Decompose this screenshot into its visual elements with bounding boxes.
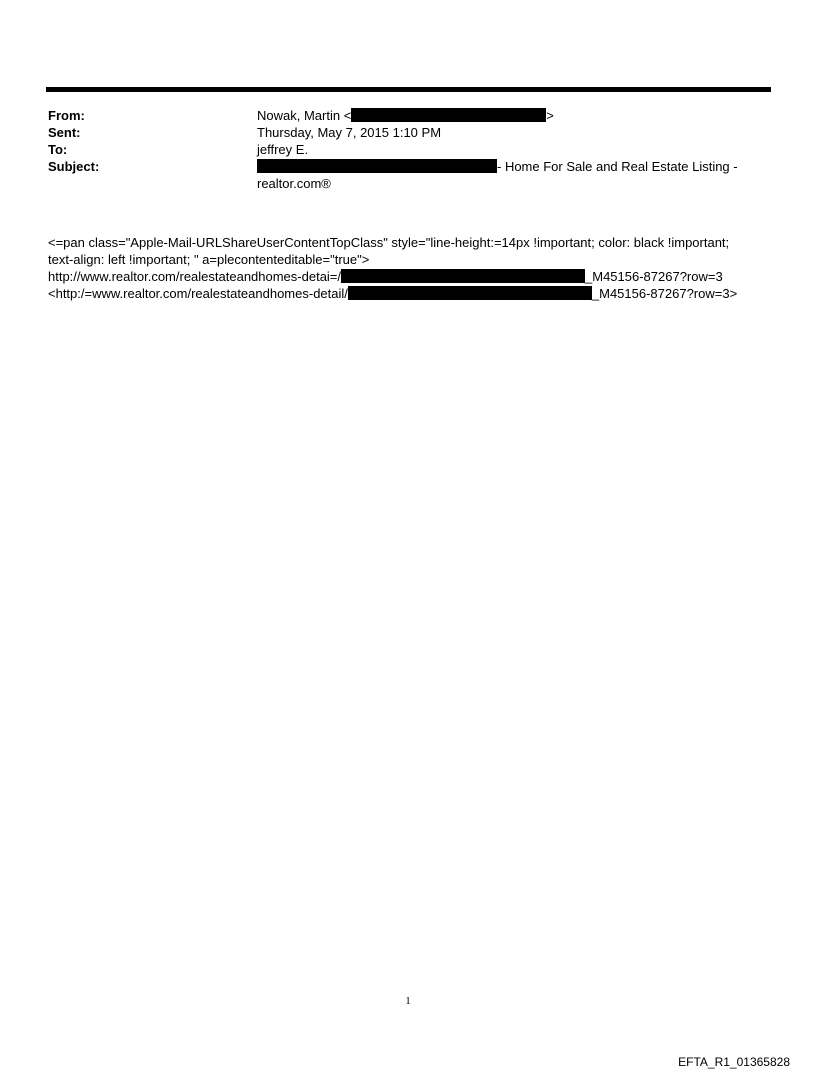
- from-label: From:: [48, 108, 85, 123]
- body-url-end: _M45156-87267?row=3>: [591, 286, 738, 301]
- to-value: jeffrey E.: [257, 142, 309, 157]
- subject-value: [257, 158, 738, 175]
- from-end: >: [546, 108, 554, 123]
- body-line: <=pan class="Apple-Mail-URLShareUserContentTopClass" style="line-height:=14px !important; color: black !important;: [48, 235, 730, 250]
- redaction-box: [351, 108, 546, 122]
- body-line: text-align: left !important; " a=plecontenteditable="true">: [48, 252, 370, 267]
- document-id: EFTA_R1_01365828: [678, 1055, 790, 1069]
- header-rule: [46, 87, 771, 92]
- sent-row: [48, 124, 768, 141]
- sent-label: Sent:: [48, 125, 81, 140]
- redaction-box: [348, 286, 592, 300]
- body-url: <http:/=www.realtor.com/realestateandhomes-detail/: [48, 286, 348, 301]
- sent-value: Thursday, May 7, 2015 1:10 PM: [257, 125, 442, 140]
- body-line: [48, 268, 778, 285]
- from-name: Nowak, Martin <: [257, 108, 352, 123]
- subject-row: [48, 158, 768, 192]
- redaction-box: [257, 159, 497, 173]
- body-line: [48, 285, 778, 302]
- email-header: [48, 107, 768, 192]
- page-number: 1: [405, 995, 411, 1007]
- to-row: [48, 141, 768, 158]
- redaction-box: [341, 269, 585, 283]
- from-value: [257, 107, 554, 124]
- to-label: To:: [48, 142, 68, 157]
- email-body: [48, 234, 778, 302]
- body-url-end: _M45156-87267?row=3: [585, 269, 723, 284]
- body-url: http://www.realtor.com/realestateandhomes-detai=/: [48, 269, 342, 284]
- from-row: [48, 107, 768, 124]
- subject-text: - Home For Sale and Real Estate Listing -: [497, 159, 738, 174]
- subject-label: Subject:: [48, 159, 100, 174]
- subject-value-line2: realtor.com®: [257, 176, 331, 191]
